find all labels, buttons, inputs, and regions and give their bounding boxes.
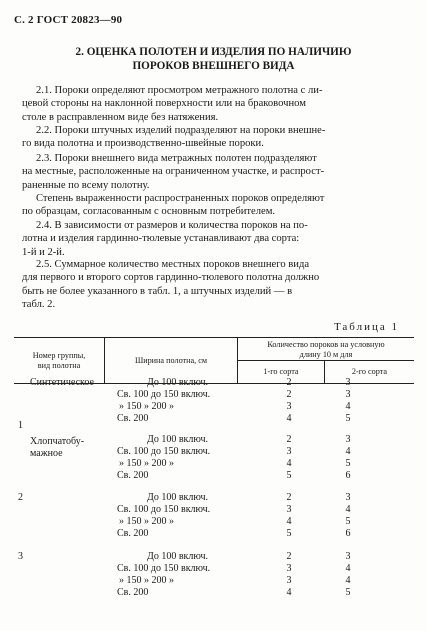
grade-2-value: 5	[345, 587, 351, 598]
text-line: раненные по всему полотну.	[22, 179, 150, 191]
width-cell: Св. 200	[117, 413, 149, 424]
text-line: 2.1. Пороки определяют просмотром метражного полотна с ли-	[36, 85, 323, 96]
grade-1-value: 2	[286, 377, 292, 388]
grade-1-value: 2	[286, 434, 292, 445]
grade-1-value: 2	[286, 492, 292, 503]
grade-1-value: 3	[286, 575, 292, 586]
grade-1-value: 3	[286, 504, 292, 515]
width-cell: » 150 » 200 »	[119, 458, 174, 469]
header-text: Номер группы,	[32, 351, 86, 360]
grade-2-value: 5	[345, 458, 351, 469]
width-cell: Св. 100 до 150 включ.	[117, 446, 211, 457]
text-line: го вида полотна и производственно-швейные пороки.	[22, 138, 264, 150]
text-line: столе в расправленном виде без натяжения.	[22, 111, 219, 123]
text-line: быть не более указанного в табл. 1, а штучных изделий — в	[22, 285, 293, 297]
header-group	[14, 351, 104, 371]
width-cell: » 150 » 200 »	[119, 401, 174, 412]
grade-1-value: 4	[286, 587, 292, 598]
grade-2-value: 6	[345, 470, 351, 481]
width-cell: Св. 200	[117, 587, 149, 598]
group-number: 3	[18, 551, 23, 562]
width-cell: Св. 100 до 150 включ.	[117, 504, 211, 515]
group-name: Хлопчатобу-	[30, 436, 85, 447]
text-line: 2.2. Пороки штучных изделий подразделяют на пороки внешне-	[36, 125, 326, 136]
grade-1-value: 3	[286, 563, 292, 574]
grade-2-value: 6	[345, 528, 351, 539]
width-cell: » 150 » 200 »	[119, 516, 174, 527]
grade-2-value: 3	[345, 377, 351, 388]
grade-2-value: 3	[345, 551, 351, 562]
text-line: табл. 2.	[22, 298, 56, 310]
section-title-cont: ПОРОКОВ ВНЕШНЕГО ВИДА	[132, 60, 295, 72]
header-count	[238, 340, 414, 360]
grade-1-value: 5	[286, 528, 292, 539]
paragraph-2-2	[22, 124, 415, 151]
grade-1-value: 4	[286, 458, 292, 469]
table-caption: Таблица 1	[333, 321, 399, 333]
text-line: по образцам, согласованным с основным потребителем.	[22, 206, 276, 218]
width-cell: Св. 200	[117, 528, 149, 539]
grade-2-value: 4	[345, 575, 351, 586]
paragraph-2-5	[22, 258, 415, 311]
table-top-rule	[14, 337, 414, 338]
text-line: Степень выраженности распространенных пороков определяют	[36, 193, 325, 204]
grade-1-value: 2	[286, 551, 292, 562]
grade-1-value: 2	[286, 389, 292, 400]
grade-1-value: 4	[286, 516, 292, 527]
grade-2-value: 3	[345, 434, 351, 445]
page-header: С. 2 ГОСТ 20823—90	[14, 14, 123, 26]
group-number: 2	[18, 492, 23, 503]
header-text: длину 10 м для	[299, 350, 353, 359]
text-line: для первого и второго сортов гардинно-тюлевого полотна должно	[22, 272, 320, 284]
text-line: лотна и изделия гардинно-тюлевые устанавливают два сорта:	[22, 233, 300, 245]
width-cell: » 150 » 200 »	[119, 575, 174, 586]
width-cell: Св. 100 до 150 включ.	[117, 563, 211, 574]
grade-2-value: 5	[345, 413, 351, 424]
width-cell: До 100 включ.	[147, 492, 209, 503]
grade-2-value: 3	[345, 492, 351, 503]
grade-1-value: 4	[286, 413, 292, 424]
grade-2-value: 5	[345, 516, 351, 527]
text-line: цевой стороны на наклонной поверхности или на браковочном	[22, 98, 306, 110]
section-title: 2. ОЦЕНКА ПОЛОТЕН И ИЗДЕЛИЯ ПО НАЛИЧИЮ	[75, 46, 352, 58]
paragraph-2-3	[22, 152, 415, 192]
width-cell: До 100 включ.	[147, 434, 209, 445]
grade-2-value: 4	[345, 563, 351, 574]
text-line: 2.3. Пороки внешнего вида метражных полотен подразделяют	[36, 153, 317, 164]
text-line: 2.5. Суммарное количество местных пороков внешнего вида	[36, 259, 310, 270]
group-name: мажное	[30, 448, 63, 459]
table-sub-rule	[237, 360, 414, 361]
grade-2-value: 4	[345, 504, 351, 515]
grade-2-value: 4	[345, 401, 351, 412]
header-grade-1: 1-го сорта	[263, 367, 299, 376]
width-cell: Св. 200	[117, 470, 149, 481]
header-width: Ширина полотна, см	[134, 356, 208, 365]
grade-1-value: 3	[286, 446, 292, 457]
grade-2-value: 3	[345, 389, 351, 400]
grade-2-value: 4	[345, 446, 351, 457]
grade-1-value: 5	[286, 470, 292, 481]
width-cell: До 100 включ.	[147, 377, 209, 388]
paragraph-2-4	[22, 219, 415, 259]
header-text: Количество пороков на условную	[267, 340, 385, 349]
width-cell: До 100 включ.	[147, 551, 209, 562]
paragraph-2-3-cont	[22, 192, 415, 219]
header-text: вид полотна	[37, 361, 81, 370]
text-line: 2.4. В зависимости от размеров и количества пороков на по-	[36, 220, 308, 231]
width-cell: Св. 100 до 150 включ.	[117, 389, 211, 400]
group-number: 1	[18, 420, 23, 431]
paragraph-2-1	[22, 84, 415, 124]
header-grade-2: 2-го сорта	[351, 367, 388, 376]
group-name: Синтетическое	[30, 377, 94, 388]
text-line: на местные, расположенные на ограниченном участке, и распрост-	[22, 166, 325, 178]
text-line: 1-й и 2-й.	[22, 246, 65, 258]
grade-1-value: 3	[286, 401, 292, 412]
